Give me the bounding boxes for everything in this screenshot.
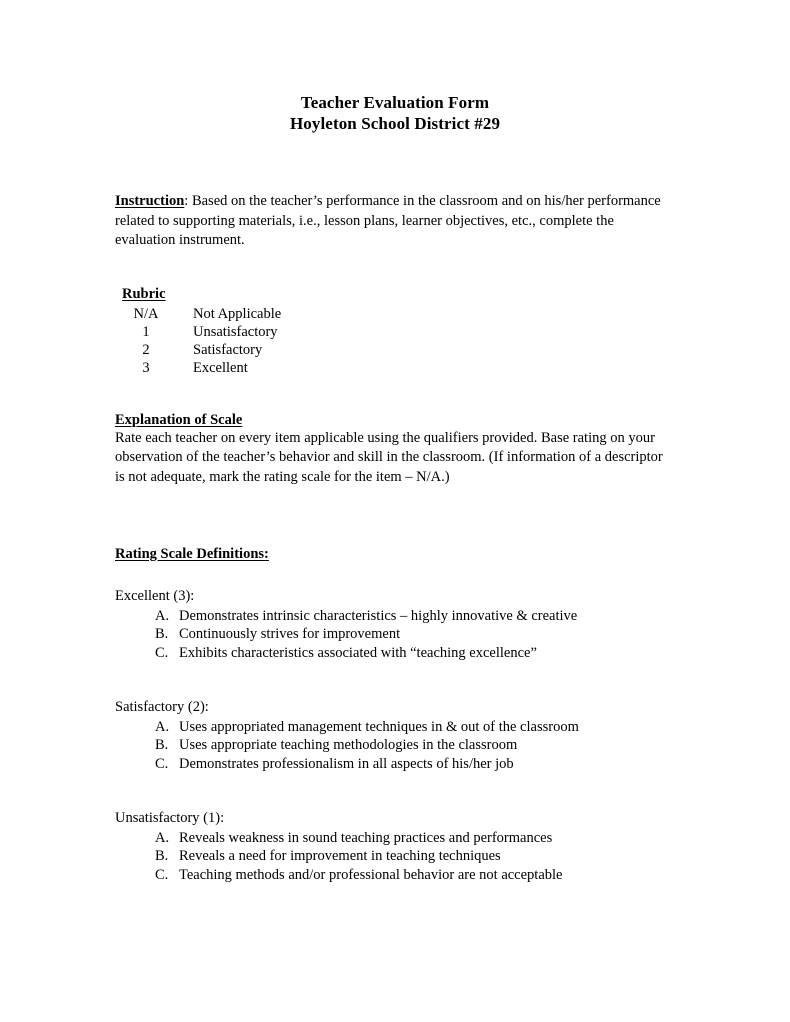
spacer	[115, 377, 675, 411]
list-item-letter: C.	[155, 866, 169, 883]
definition-list	[115, 829, 675, 885]
rubric-heading-wrap	[115, 285, 675, 303]
definition-group-unsatisfactory	[115, 809, 675, 884]
document-body	[115, 192, 675, 884]
title-line-2: Hoyleton School District #29	[289, 114, 501, 133]
list-item	[115, 644, 675, 663]
rubric-code: N/A	[133, 305, 159, 322]
list-item-text: Uses appropriate teaching methodologies in the classroom	[179, 737, 518, 753]
list-item-letter: C.	[155, 644, 169, 661]
list-item	[115, 718, 675, 737]
list-item-text: Teaching methods and/or professional behavior are not acceptable	[179, 866, 563, 883]
list-item	[115, 625, 675, 644]
list-item-text: Reveals weakness in sound teaching practices and performances	[179, 829, 553, 846]
list-item	[115, 607, 675, 626]
instruction-heading: Instruction	[115, 193, 185, 209]
list-item-text: Demonstrates intrinsic characteristics – highly innovative & creative	[179, 607, 578, 624]
definition-group-title: Excellent (3):	[115, 588, 195, 604]
list-item-text: Exhibits characteristics associated with “teaching excellence”	[179, 644, 537, 661]
spacer	[115, 487, 675, 521]
rubric-label: Not Applicable	[193, 305, 282, 322]
rating-scale-heading-wrap	[115, 545, 675, 563]
list-item-letter: A.	[155, 607, 170, 624]
rating-scale-heading	[115, 546, 269, 562]
list-item-letter: A.	[155, 718, 170, 735]
spacer	[115, 563, 675, 587]
document-title	[0, 92, 790, 134]
list-item	[115, 829, 675, 848]
rubric-label: Satisfactory	[193, 341, 263, 358]
spacer	[115, 251, 675, 285]
list-item	[115, 847, 675, 866]
table-row	[115, 359, 281, 377]
rubric-table	[115, 305, 281, 377]
instruction-separator: :	[184, 193, 189, 209]
list-item-letter: B.	[155, 737, 169, 753]
rubric-code: 1	[142, 323, 150, 340]
list-item-text: Reveals a need for improvement in teaching techniques	[179, 848, 501, 864]
explanation-heading-wrap	[115, 411, 675, 429]
definition-group-excellent	[115, 587, 675, 662]
list-item-letter: B.	[155, 848, 169, 864]
rubric-heading: Rubric	[122, 285, 166, 302]
explanation-section	[115, 411, 675, 488]
rating-scale-heading-text: Rating Scale Definitions	[115, 546, 265, 562]
list-item	[115, 736, 675, 755]
title-line-1: Teacher Evaluation Form	[300, 93, 490, 112]
explanation-heading: Explanation of Scale	[115, 411, 243, 428]
instruction-paragraph	[115, 192, 675, 251]
table-row	[115, 323, 281, 341]
definition-list	[115, 607, 675, 663]
rubric-label: Excellent	[193, 359, 248, 376]
table-row	[115, 341, 281, 359]
rating-scale-definitions-section	[115, 545, 675, 884]
definition-group-title: Unsatisfactory (1):	[115, 810, 225, 826]
definition-group-title: Satisfactory (2):	[115, 699, 209, 715]
list-item-letter: B.	[155, 626, 169, 642]
table-row	[115, 305, 281, 323]
list-item-letter: A.	[155, 829, 170, 846]
rubric-section	[115, 285, 675, 377]
rubric-label: Unsatisfactory	[193, 323, 278, 340]
list-item	[115, 755, 675, 774]
spacer	[115, 662, 675, 698]
definition-group-satisfactory	[115, 698, 675, 773]
list-item-text: Uses appropriated management techniques in & out of the classroom	[179, 718, 579, 735]
list-item-letter: C.	[155, 755, 169, 772]
list-item-text: Demonstrates professionalism in all aspects of his/her job	[179, 755, 514, 772]
list-item-text: Continuously strives for improvement	[179, 626, 401, 642]
rubric-code: 2	[142, 341, 150, 358]
rating-scale-heading-separator: :	[264, 546, 269, 562]
spacer	[115, 521, 675, 545]
instruction-text: Based on the teacher’s performance in the classroom and on his/her performance related to supporting materials, i.e., lesson plans, learner objectives, etc., complete the evaluation instrument.	[115, 193, 661, 248]
explanation-text: Rate each teacher on every item applicable using the qualifiers provided. Base rating on your observation of the teacher’s behavior and skill in the classroom. (If information of a descriptor is not adequate, mark the rating scale for the item – N/A.)	[115, 429, 663, 485]
definition-list	[115, 718, 675, 774]
spacer	[115, 773, 675, 809]
rubric-code: 3	[142, 359, 150, 376]
list-item	[115, 866, 675, 885]
